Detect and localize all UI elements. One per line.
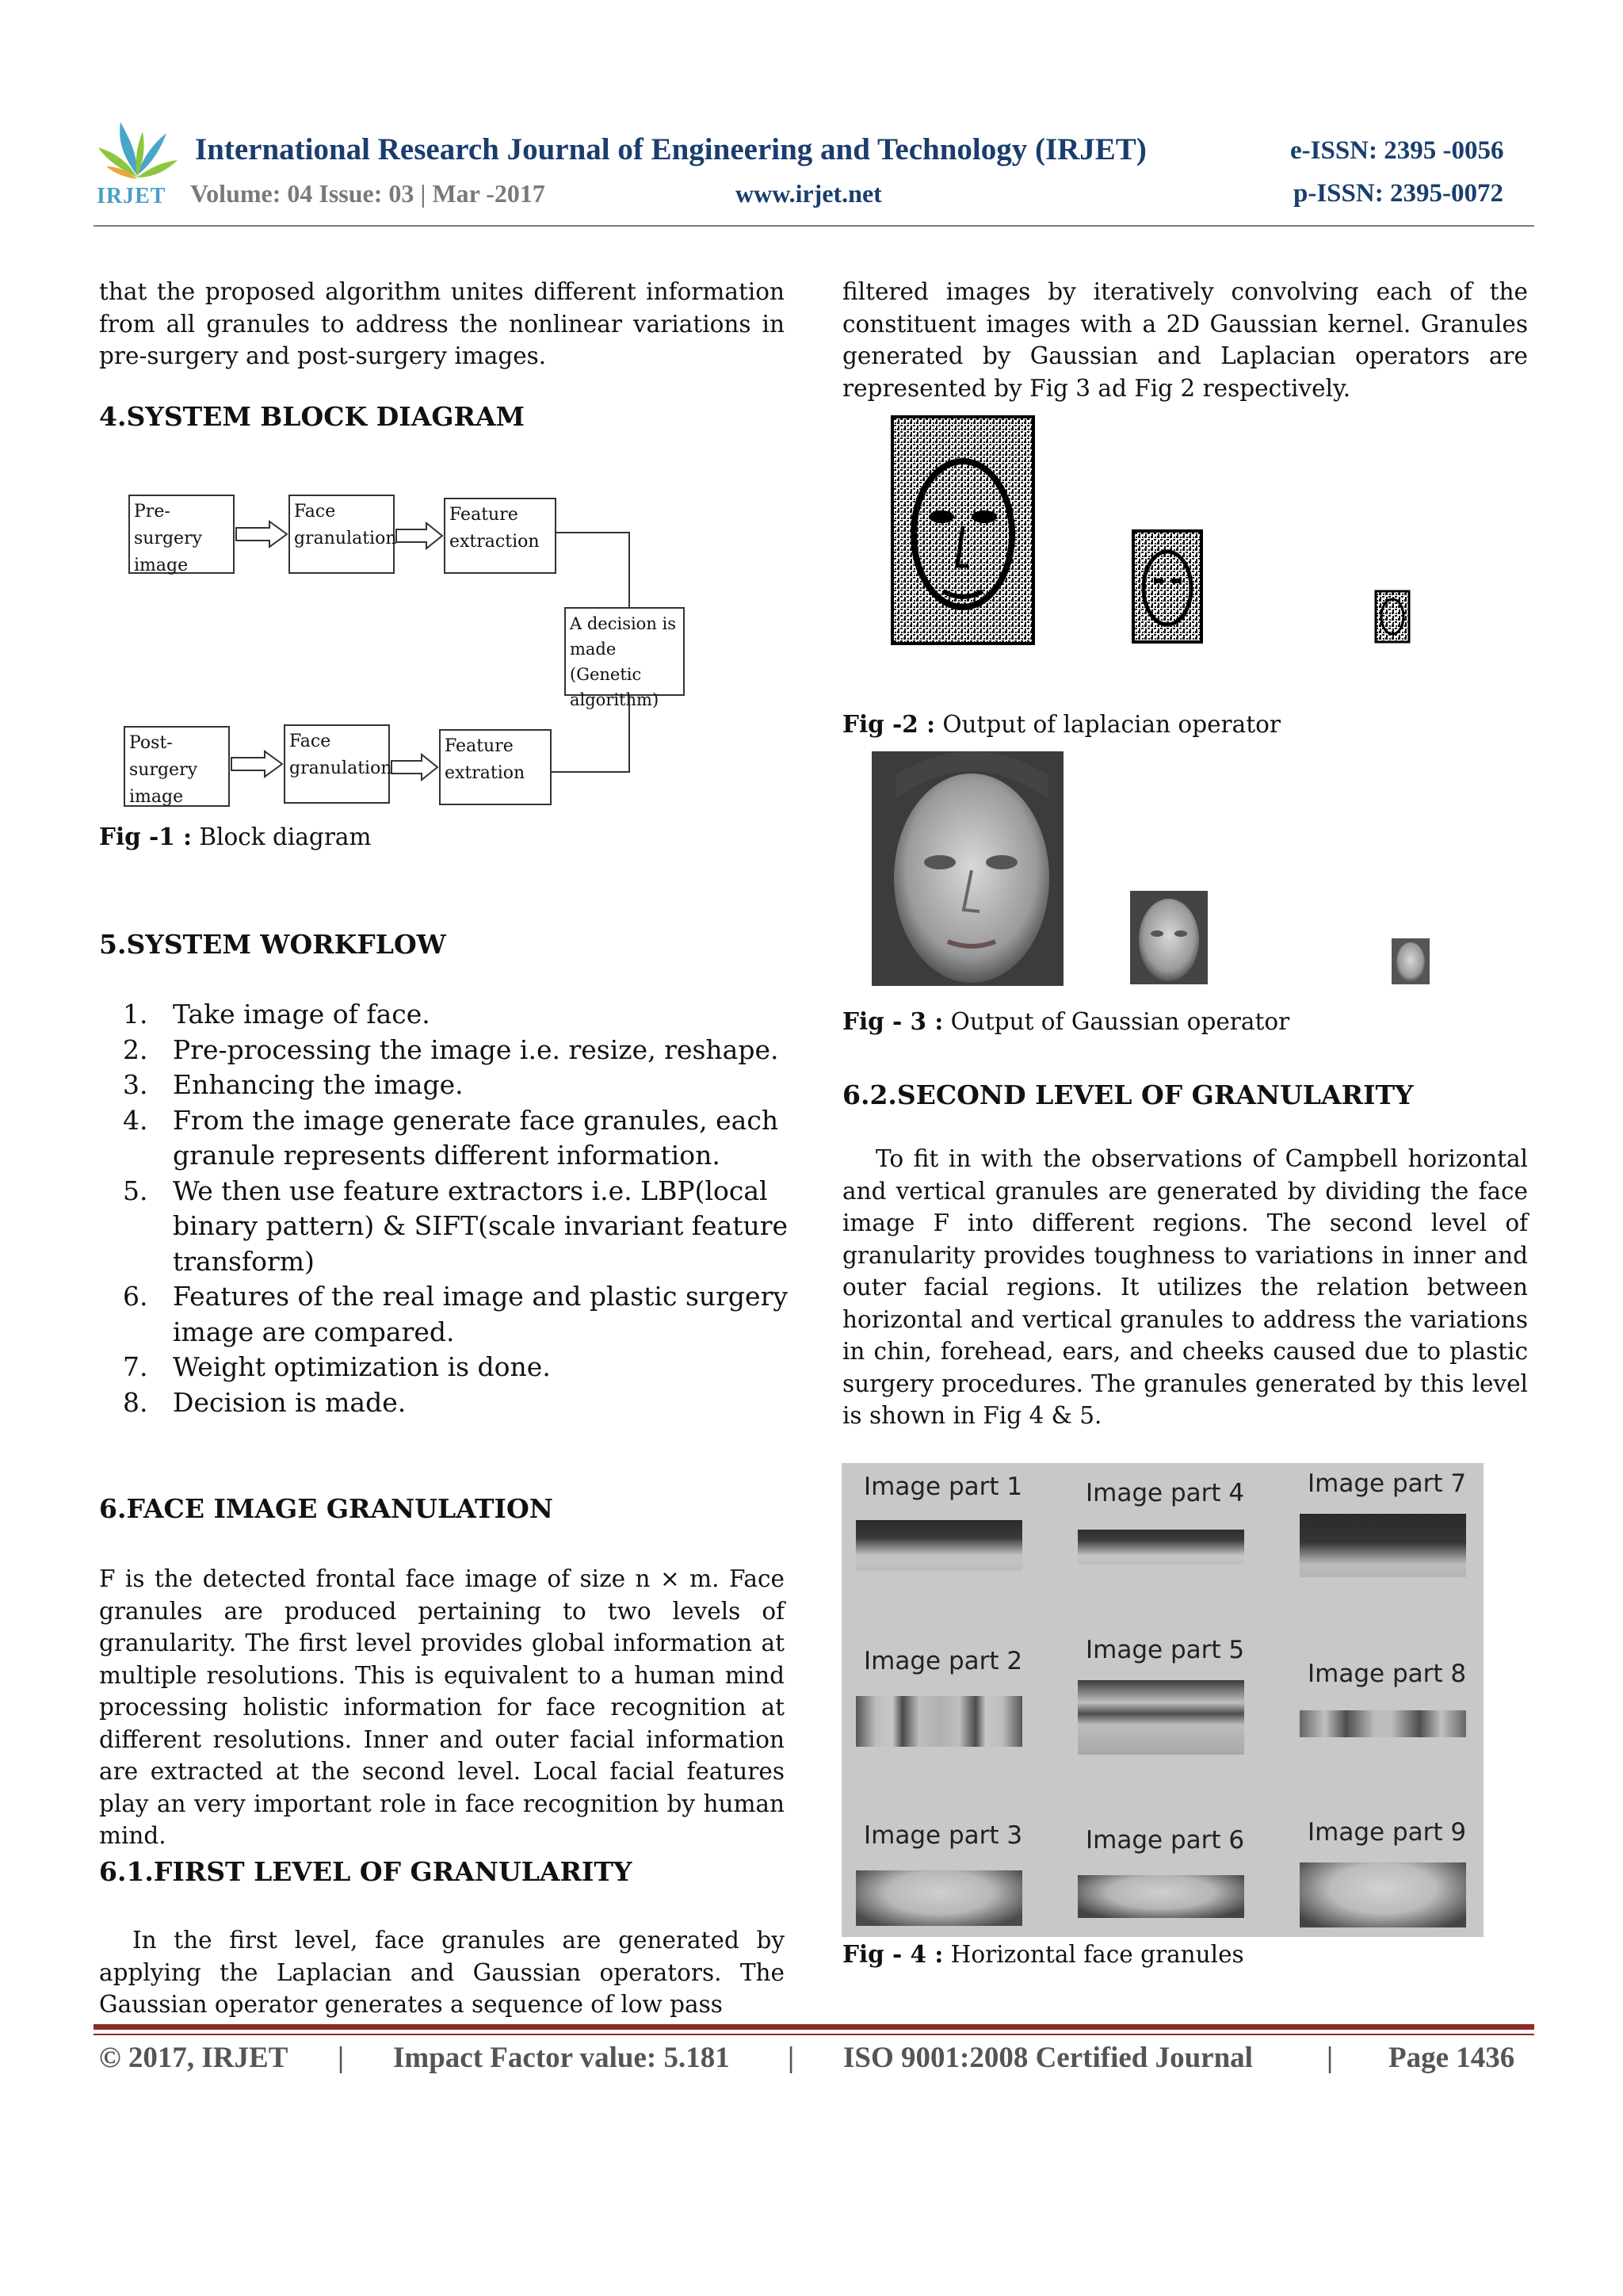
section-6-2-paragraph: To fit in with the observations of Campbell horizontal and vertical granules are generated by dividing the face image F into different regions. The second level of granularity provides toughness to variations in inner and outer facial regions. It utilizes the relation between horizontal and vertical granules to address the variations in chin, forehead, ears, and cheeks caused due to plastic surgery procedures. The granules generated by this level is shown in Fig 4 & 5.	[842, 1145, 1528, 1429]
list-item: 5. We then use feature extractors i.e. LBP(local binary pattern) & SIFT(scale invariant feature transform)	[123, 1175, 789, 1277]
granule-mouth-9	[1300, 1862, 1466, 1927]
diagram-connectors	[119, 472, 697, 821]
gaussian-face-images	[872, 751, 1522, 986]
fig-4-caption	[842, 1940, 1244, 1968]
block-diagram	[119, 472, 697, 821]
fig-3-label: Fig - 3 :	[842, 1007, 944, 1035]
header-divider	[94, 225, 1534, 227]
diagram-box-post-surgery: Post- surgery image	[124, 726, 230, 807]
horizontal-granules-figure	[842, 1463, 1484, 1937]
granule-label: Image part 7	[1308, 1469, 1467, 1498]
footer-separator: |	[1327, 2042, 1334, 2074]
footer-separator: |	[788, 2042, 795, 2074]
section-6-1-paragraph: In the first level, face granules are generated by applying the Laplacian and Gaussian operators. The Gaussian operator generates a sequence of low pass	[99, 1927, 785, 2018]
granule-label: Image part 5	[1086, 1636, 1245, 1664]
logo-text: IRJET	[97, 184, 166, 208]
granule-label: Image part 6	[1086, 1826, 1245, 1855]
list-item: 4. From the image generate face granules, each granule represents different information.	[123, 1104, 779, 1171]
fig-1-label: Fig -1 :	[99, 823, 192, 850]
fig-2-label: Fig -2 :	[842, 710, 935, 738]
footer-divider-thick	[94, 2024, 1534, 2030]
volume-issue: Volume: 04 Issue: 03 | Mar -2017	[190, 179, 545, 208]
fig-4-text: Horizontal face granules	[950, 1941, 1244, 1968]
gaussian-output-figure	[872, 751, 1522, 986]
footer-copyright: © 2017, IRJET	[99, 2042, 288, 2074]
list-item: 1. Take image of face.	[123, 999, 430, 1030]
granule-eyes-5	[1078, 1680, 1244, 1755]
diagram-box-feature-extraction-bottom: Feature extration	[439, 729, 552, 805]
diagram-box-face-granulation-bottom: Face granulation	[284, 724, 390, 804]
footer-separator: |	[338, 2042, 345, 2074]
section-5-heading: 5.SYSTEM WORKFLOW	[99, 929, 446, 960]
diagram-box-face-granulation-top: Face granulation	[288, 495, 395, 574]
continued-paragraph: filtered images by iteratively convolving each of the constituent images with a 2D Gaussian kernel. Granules generated by Gaussian and Laplacian operators are represented by Fig 3 ad Fig 2 respectively.	[842, 278, 1528, 402]
fig-3-text: Output of Gaussian operator	[950, 1008, 1290, 1035]
intro-paragraph: that the proposed algorithm unites different information from all granules to address the nonlinear variations in pre-surgery and post-surgery images.	[99, 278, 785, 369]
list-item: 7. Weight optimization is done.	[123, 1351, 551, 1382]
granule-eyes-8	[1300, 1710, 1466, 1737]
footer-divider-thin	[94, 2034, 1534, 2035]
granule-label: Image part 9	[1308, 1818, 1467, 1847]
laplacian-output-figure	[891, 415, 1531, 645]
granule-label: Image part 3	[864, 1821, 1023, 1850]
granule-mouth-6	[1078, 1875, 1244, 1918]
granule-eyes-2	[856, 1696, 1022, 1747]
footer-impact-factor: Impact Factor value: 5.181	[393, 2042, 730, 2074]
granule-forehead-7	[1300, 1514, 1466, 1577]
workflow-list	[99, 997, 796, 1420]
fig-2-text: Output of laplacian operator	[942, 711, 1281, 738]
laplacian-face-images	[891, 415, 1531, 645]
fig-1-caption	[99, 823, 371, 850]
granule-label: Image part 2	[864, 1647, 1023, 1675]
section-4-heading: 4.SYSTEM BLOCK DIAGRAM	[99, 401, 525, 432]
section-6-paragraph: F is the detected frontal face image of size n × m. Face granules are produced pertaining to two levels of granularity. The first level provides global information at multiple resolutions. This is equivalent to a human mind processing holistic information for face recognition at different resolutions. Inner and outer facial information are extracted at the second level. Local facial features play an very important role in face recognition by human mind.	[99, 1565, 785, 1849]
p-issn: p-ISSN: 2395-0072	[1293, 179, 1503, 208]
section-6-heading: 6.FACE IMAGE GRANULATION	[99, 1493, 553, 1524]
diagram-box-decision: A decision is made (Genetic algorithm)	[564, 607, 685, 696]
section-6-1-heading: 6.1.FIRST LEVEL OF GRANULARITY	[99, 1856, 632, 1887]
journal-title: International Research Journal of Engineering and Technology (IRJET)	[195, 132, 1147, 166]
granule-forehead-4	[1078, 1530, 1244, 1564]
fig-3-caption	[842, 1007, 1289, 1035]
irjet-logo	[94, 116, 181, 211]
fig-2-caption	[842, 710, 1281, 738]
diagram-box-pre-surgery: Pre- surgery image	[128, 495, 235, 574]
footer-iso: ISO 9001:2008 Certified Journal	[843, 2042, 1253, 2074]
e-issn: e-ISSN: 2395 -0056	[1290, 136, 1504, 165]
list-item: 3. Enhancing the image.	[123, 1069, 464, 1100]
footer-page-number: Page 1436	[1388, 2042, 1515, 2074]
journal-website: www.irjet.net	[735, 179, 882, 208]
list-item: 8. Decision is made.	[123, 1386, 407, 1418]
granule-mouth-3	[856, 1870, 1022, 1926]
granule-label: Image part 4	[1086, 1479, 1245, 1507]
diagram-box-feature-extraction-top: Feature extraction	[444, 498, 556, 574]
section-6-2-heading: 6.2.SECOND LEVEL OF GRANULARITY	[842, 1079, 1414, 1110]
fig-4-label: Fig - 4 :	[842, 1940, 944, 1968]
granule-label: Image part 8	[1308, 1660, 1467, 1688]
fig-1-text: Block diagram	[199, 823, 372, 850]
list-item: 6. Features of the real image and plastic surgery image are compared.	[123, 1281, 788, 1347]
granule-forehead-1	[856, 1520, 1022, 1571]
list-item: 2. Pre-processing the image i.e. resize, reshape.	[123, 1033, 779, 1065]
granule-label: Image part 1	[864, 1473, 1023, 1501]
